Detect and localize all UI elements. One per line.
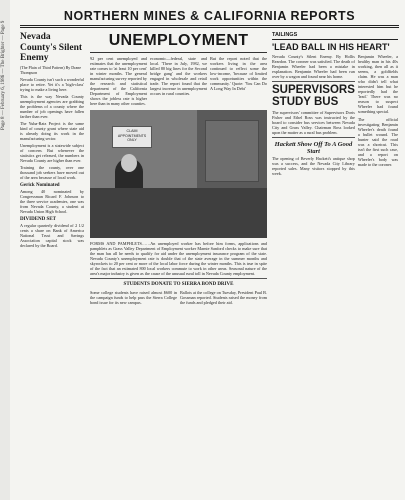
appointments-sign: CLAIM APPOINTMENTS ONLY [112,126,152,148]
left-headline: Nevada County's Silent Enemy [20,32,83,63]
unemployment-col-b: economic—federal, state and local. 'There in July, 1982, we killed 80 big lines for the Second bridge gang' and the workers engaged in wholesale and retail trade. The report found that the largest increase in unemployment occurs in rural counties. [150,56,207,96]
photo-caption: FORMS AND PAMPHLETS……An unemployed worker has before him forms, applications and pamphlets as Grass Valley Department of Employment worker Marnie Sanford checks to make sure that the man has all he needs to qualify for aid under the unemployment insurance program of the state. Nevada County's unemployment rate is double that of the state average in the summer months and skyrockets to 20 per cent or more of the local labor force during the winter months. This is true in spite of the fact that an estimated 800 local workers commute to work in other areas. Seasonal nature of the area's major industry is given as the cause of the unusual rural toll in Nevada County employment. [90,241,267,276]
left-byline: (The Plain of Third Pattern) By Drane Thompson [20,64,82,75]
hackett-headline: Hackett Show Off To A Good Start [274,141,353,155]
right-columns [272,54,398,176]
unemployment-columns [90,56,267,106]
dividend-subhead: DIVIDEND SET [20,216,56,222]
dividend-paragraph: A regular quarterly dividend of 2 1/2 cents a share on Bank of America National Trust and Savings Association capital stock was declared by the Board. [20,222,84,248]
left-paragraph: Training the county, over one thousand job seekers have moved out of the area because of local work. [20,164,84,180]
masthead [20,7,399,26]
left-paragraph: This is the way Nevada County unemployment agencies are grabbing the problems of a county where the number of job openings have fallen farther than ever. [20,93,84,119]
right-col-right [358,54,398,176]
divider [272,137,355,138]
page-margin-strip [0,0,10,500]
unemployment-col-a: 92 per cent unemployed and estimates that the unemployment rate comes to 'at least 10 per cent' in winter months. The general manufacturing survey reported by the research and statistical department of the California Department of Employment shows the jobless rate is higher here than in many other counties. [90,56,147,106]
gerick-subhead: Gerick Nominated [20,182,60,188]
left-paragraph: Nevada County isn't such a wonderful place to retire. Yet it's a 'high-class' trying to make a living here. [20,76,84,92]
masthead-rule [20,27,399,28]
office-photo [90,110,267,238]
left-column [20,32,84,250]
students-subhead: STUDENTS DONATE TO SIERRA BOND DRIVE [123,282,234,287]
photo-face [121,154,137,172]
unemployment-headline: UNEMPLOYMENT [90,32,267,53]
students-col-b: Ballots at the college on Tuesday, President Paul B. Gossman reported. Students raised the money from the funds and pledged their aid. [180,290,267,305]
photo-board [205,120,259,182]
masthead-title: NORTHERN MINES & CALIFORNIA REPORTS [63,9,356,23]
lead-ball-headline: 'LEAD BALL IN HIS HEART' [272,42,390,52]
middle-section [90,32,267,305]
gerick-paragraph: Among 40 nominated by Congressman Ricard F. Johnson to the three service academies, one was from Nevada County, a student at Nevada Union High School. [20,188,84,214]
page-folio: Page 8 — February 6, 1986 — The Brighter — Page 9 [1,20,6,130]
students-columns [90,290,267,305]
lead-ball-paragraph: Nevada County's Silent Enemy. By Hollis Reardon. The coroner was satisfied. The death of Benjamin Wheeler had been a mistake in explanation. Benjamin Wheeler had been run over by a wagon and found near his home. [272,54,355,79]
left-paragraph: The Yuba-Ratz Project is the same kind of county grant where state aid is already doing its work in the manufacturing sector. [20,120,84,141]
hackett-paragraph: The opening of Beverly Hackett's antique shop was a success, and the Nevada City Library reported sales. Many visitors stopped by this week. [272,156,355,176]
right-col-left [272,54,355,176]
divider [272,81,355,82]
supervisors-headline: SUPERVISORS STUDY BUS [272,84,355,108]
supervisors-paragraph: The supervisors' committee of Supervisors Doris Fisher and Ethel Ross was instructed by the board to consider bus services between Nevada City and Grass Valley. Chairman Ross looked upon the matter as a rural bus problem. [272,110,355,135]
right-section [272,32,398,176]
wheeler-paragraph: Benjamin Wheeler, a healthy man in his 40s working, then all as it seems, a goldfields claim. He was a man who didn't tell what interested him but he reportedly had the 'lead.' There was no reason to suspect Wheeler had found something special. [357,54,398,114]
divider [90,278,267,279]
students-col-a: Some college students have raised almost $600 in the campaign funds to help pass the Sierra College bond issue for its new campus. [90,290,177,305]
left-paragraph: Unemployment is a statewide subject of concern. But whenever the statistics get released, the numbers in Nevada County are higher than ever. [20,142,84,163]
tailings-label: TAILINGS [272,32,398,40]
photo-counter [90,188,267,238]
unemployment-col-c: But the report noted that the workers living in the area continued to reflect some the low-income, 'because of limited work opportunities within the community.' Quote: 'You Can Do A Long Way In Debt' [210,56,267,91]
wheeler-paragraph: The official investigating Benjamin Wheeler's death found a bullet wound. The hunter said the road was a shortcut. This isn't the first such case, and a report on Wheeler's body was made to the coroner. [357,117,398,167]
